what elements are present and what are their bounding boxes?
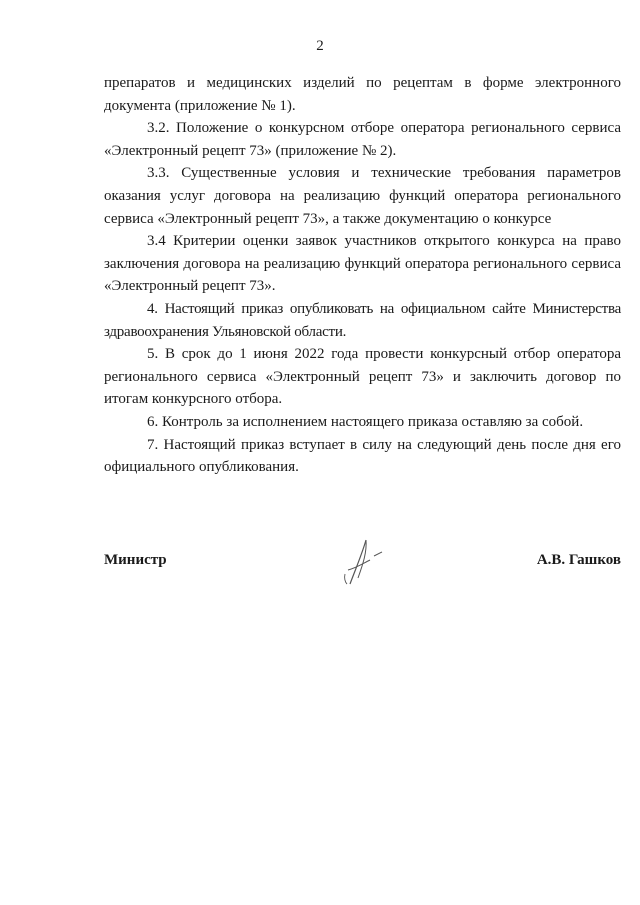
paragraph-6: 6. Контроль за исполнением настоящего приказа оставляю за собой. — [147, 413, 584, 430]
paragraph-3-3: 3.3. Существенные условия и технические требования параметров оказания услуг договора на реализацию функций оператора регионального сервиса «Электронный рецепт 73», а также документацию о конкурсе — [104, 165, 621, 227]
signature-block — [104, 552, 621, 612]
signatory-title: Министр — [104, 552, 167, 568]
page-number: 2 — [316, 38, 324, 54]
paragraph-continuation: препаратов и медицинских изделий по рецептам в форме электронного документа (приложение № 1). — [104, 75, 621, 114]
document-body — [104, 72, 621, 479]
handwritten-signature — [336, 534, 406, 594]
paragraph-7: 7. Настоящий приказ вступает в силу на следующий день после дня его официального опубликования. — [104, 436, 621, 476]
signatory-name: А.В. Гашков — [536, 552, 621, 568]
paragraph-5: 5. В срок до 1 июня 2022 года провести конкурсный отбор оператора регионального сервиса «Электронный рецепт 73» и заключить договор по итогам конкурсного отбора. — [104, 346, 621, 408]
paragraph-3-2: 3.2. Положение о конкурсном отборе оператора регионального сервиса «Электронный рецепт 73» (приложение № 2). — [104, 120, 621, 159]
paragraph-4: 4. Настоящий приказ опубликовать на официальном сайте Министерства здравоохранения Ульяновской области. — [104, 300, 621, 340]
paragraph-3-4: 3.4 Критерии оценки заявок участников открытого конкурса на право заключения договора на реализацию функций оператора регионального сервиса «Электронный рецепт 73». — [104, 233, 621, 295]
